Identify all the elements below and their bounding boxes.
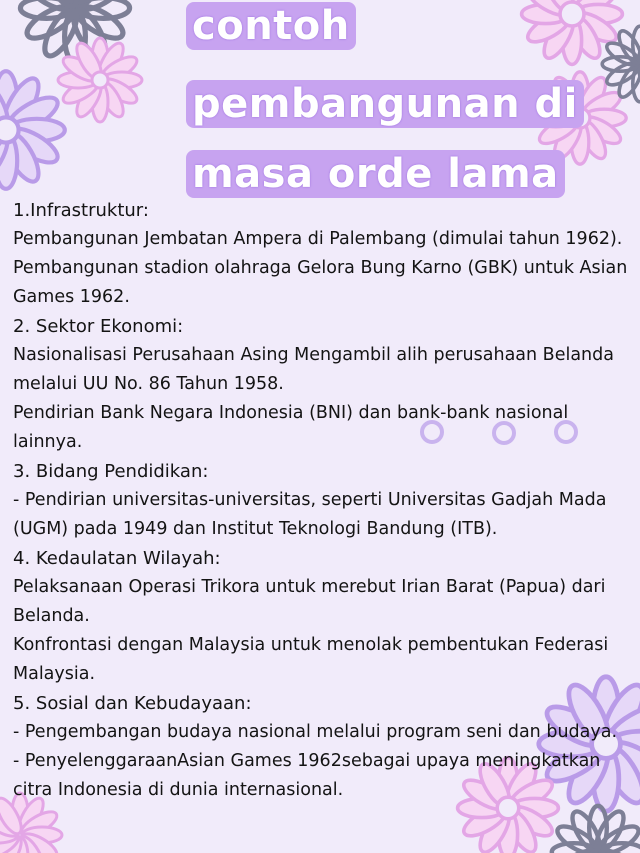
flower-icon: [552, 806, 640, 853]
section-heading-kedaulatan: 4. Kedaulatan Wilayah:: [13, 548, 221, 569]
list-item: Konfrontasi dengan Malaysia untuk menolak pembentukan Federasi Malaysia.: [13, 635, 609, 684]
list-item: Nasionalisasi Perusahaan Asing Mengambil alih perusahaan Belanda melalui UU No. 86 Tahun 1958.: [13, 345, 614, 394]
section-heading-sosial: 5. Sosial dan Kebudayaan:: [13, 693, 252, 714]
section-heading-ekonomi: 2. Sektor Ekonomi:: [13, 316, 184, 337]
flower-icon: [0, 71, 65, 189]
list-item: Pendirian Bank Negara Indonesia (BNI) dan bank-bank nasional lainnya.: [13, 403, 569, 452]
flower-icon: [58, 38, 142, 122]
title-line-1: contoh: [186, 2, 356, 50]
section-heading-infrastruktur: 1.Infrastruktur:: [13, 200, 149, 221]
content-body: [13, 196, 637, 805]
section-heading-pendidikan: 3. Bidang Pendidikan:: [13, 461, 209, 482]
list-item: Pelaksanaan Operasi Trikora untuk merebut Irian Barat (Papua) dari Belanda.: [13, 577, 606, 626]
flower-icon: [522, 0, 623, 64]
list-item: Pembangunan Jembatan Ampera di Palembang (dimulai tahun 1962).: [13, 229, 623, 249]
list-item: - Pendirian universitas-universitas, seperti Universitas Gadjah Mada (UGM) pada 1949 dan Institut Teknologi Bandung (ITB).: [13, 490, 607, 539]
list-item: Pembangunan stadion olahraga Gelora Bung Karno (GBK) untuk Asian Games 1962.: [13, 258, 628, 307]
list-item: - Pengembangan budaya nasional melalui program seni dan budaya.: [13, 722, 618, 742]
title-line-2: pembangunan di: [186, 80, 584, 128]
title-line-3: masa orde lama: [186, 150, 565, 198]
list-item: - PenyelenggaraanAsian Games 1962sebagai upaya meningkatkan citra Indonesia di dunia internasional.: [13, 751, 601, 800]
